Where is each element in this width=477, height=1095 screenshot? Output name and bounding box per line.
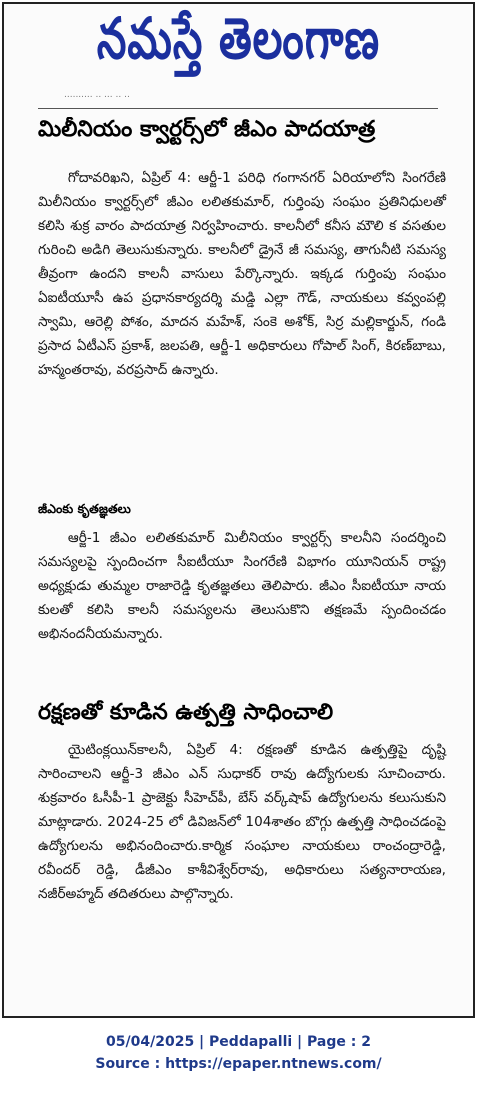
- article2-headline: రక్షణతో కూడిన ఉత్పత్తి సాధించాలి: [38, 700, 334, 725]
- masthead-title: నమస్తే తెలంగాణ: [96, 5, 381, 72]
- newspaper-clipping: [2, 2, 475, 1018]
- article1-headline: మిలీనియం క్వార్టర్స్‌లో జీఎం పాదయాత్ర: [38, 117, 376, 142]
- footer-edition-info: 05/04/2025 | Peddapalli | Page : 2: [106, 1034, 371, 1050]
- article1-body-continued: ఆర్జీ-1 జీఎం లలితకుమార్ మిలీనియం క్వార్టర్స్ కాలనీని సందర్శించి సమస్యలపై స్పందించగా సీఐటీయూ సింగరేణి విభాగం యూనియన్ రాష్ట్ర అధ్యక్షుడు తుమ్మల రాజారెడ్డి కృతజ్ఞతలు తెలిపారు. జీఎం సీఐటీయూ నాయ కులతో కలిసి కాలనీ సమస్యలను తెలుసుకొని తక్షణమే స్పందించడం అభినందనీయమన్నారు.: [38, 530, 446, 642]
- footer-source-link[interactable]: Source : https://epaper.ntnews.com/: [95, 1056, 382, 1072]
- clipped-text-fragment: .......... .. ... .. ..: [64, 90, 130, 100]
- divider-line: [38, 108, 438, 109]
- article1-subheading: జీఎంకు కృతజ్ఞతలు: [38, 501, 131, 516]
- article1-body: గోదావరిఖని, ఏప్రిల్ 4: ఆర్జీ-1 పరిధి గంగానగర్ ఏరియాలోని సింగరేణి మిలీనియం క్వార్టర్స్‌లో జీఎం లలితకుమార్, గుర్తింపు సంఘం ప్రతినిధులతో కలిసి శుక్ర వారం పాదయాత్ర నిర్వహించారు. కాలనీలో కనీస మౌలి క వసతుల గురించి అడిగి తెలుసుకున్నారు. కాలనీలో డ్రైనే జీ సమస్య, తాగునీటి సమస్య తీవ్రంగా ఉందని కాలనీ వాసులు పేర్కొన్నారు. ఇక్కడ గుర్తింపు సంఘం ఏఐటీయూసీ ఉప ప్రధానకార్యదర్శి మడ్డి ఎల్లా గౌడ్, నాయకులు కవ్వంపల్లి స్వామి, ఆరెల్లి పోశం, మాదన మహేశ్, సంకె అశోక్, సిర్ర మల్లికార్జున్, గండి ప్రసాద ఏటీఎస్ ప్రకాశ్, జలపతి, ఆర్జీ-1 అధికారులు గోపాల్ సింగ్, కిరణ్‌బాబు, హన్మంతరావు, వరప్రసాద్ ఉన్నారు.: [38, 170, 446, 378]
- article2-body: యైటింక్లయిన్‌కాలనీ, ఏప్రిల్ 4: రక్షణతో కూడిన ఉత్పత్తిపై దృష్టి సారించాలని ఆర్జీ-3 జీఎం ఎన్ సుధాకర్ రావు ఉద్యోగులకు సూచించారు. శుక్రవారం ఓసీపీ-1 ప్రాజెక్టు సీహెచ్‌పీ, బేస్ వర్క్‌షాప్ ఉద్యోగులను కలుసుకుని మాట్లాడారు. 2024-25 లో డివిజన్‌లో 104శాతం బొగ్గు ఉత్పత్తి సాధించడంపై ఉద్యోగులను అభినందించారు.కార్మిక సంఘాల నాయకులు రాంచంద్రారెడ్డి, రవీందర్ రెడ్డి, డీజీఎం కాశీవిశ్వేర్‌రావు, అధికారులు సత్యనారాయణ, నజీర్‌అహ్మద్ తదితరులు పాల్గొన్నారు.: [38, 742, 446, 902]
- masthead: [4, 4, 473, 88]
